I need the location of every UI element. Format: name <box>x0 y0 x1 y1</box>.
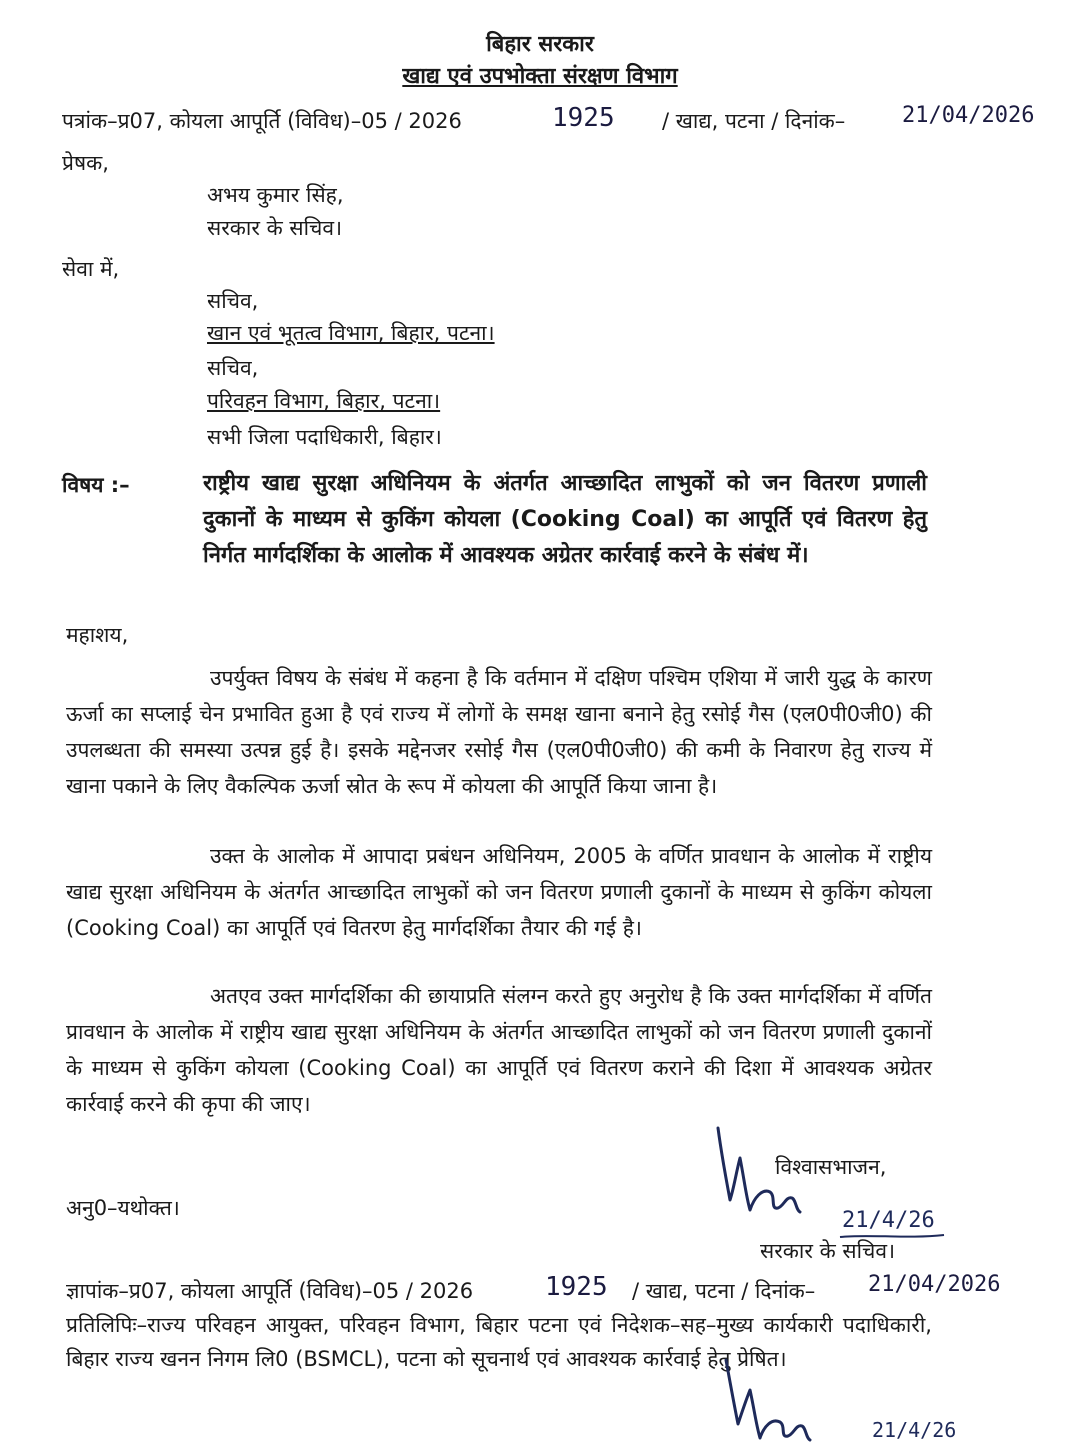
body-paragraph-2: उक्त के आलोक में आपादा प्रबंधन अधिनियम, 2005 के वर्णित प्रावधान के आलोक में राष्ट्रीय खाद्य सुरक्षा अधिनियम के अंतर्गत आच्छादित लाभुकों को जन वितरण प्रणाली दुकानों के माध्यम से कुकिंग कोयला (Cooking Coal) का आपूर्ति एवं वितरण हेतु मार्गदर्शिका तैयार की गई है। <box>66 844 932 940</box>
signature-2 <box>712 1352 832 1452</box>
sender-designation: सरकार के सचिव। <box>207 216 343 240</box>
recipient-2-dept: परिवहन विभाग, बिहार, पटना। <box>207 389 441 413</box>
closing-regards: विश्वासभाजन, <box>775 1155 887 1179</box>
government-title: बिहार सरकार <box>486 32 594 57</box>
recipient-1-dept: खान एवं भूतत्व विभाग, बिहार, पटना। <box>207 321 495 345</box>
sender-label: प्रेषक, <box>62 151 109 175</box>
copy-to-paragraph: प्रतिलिपिः–राज्य परिवहन आयुक्त, परिवहन विभाग, बिहार पटना एवं निदेशक–सह–मुख्य कार्यकारी पदाधिकारी, बिहार राज्य खनन निगम लि0 (BSMCL), पटना को सूचनार्थ एवं आवश्यक कार्रवाई हेतु प्रेषित। <box>66 1313 932 1371</box>
reference-date-handwritten: 21/04/2026 <box>902 103 1035 128</box>
closing-designation: सरकार के सचिव। <box>760 1239 896 1263</box>
salutation: महाशय, <box>66 623 129 647</box>
reference-prefix: पत्रांक–प्र07, कोयला आपूर्ति (विविध)–05 / 2026 <box>62 109 462 133</box>
department-title <box>0 62 1080 92</box>
memo-date-handwritten: 21/04/2026 <box>868 1272 1001 1297</box>
memo-prefix: ज्ञापांक–प्र07, कोयला आपूर्ति (विविध)–05 / 2026 <box>66 1279 474 1303</box>
department-name: खाद्य एवं उपभोक्ता संरक्षण विभाग <box>402 64 678 89</box>
subject-label: विषय :– <box>62 473 130 497</box>
memo-number-handwritten: 1925 <box>545 1272 608 1302</box>
recipient-3: सभी जिला पदाधिकारी, बिहार। <box>207 425 442 449</box>
enclosure-note: अनु0–यथोक्त। <box>66 1196 180 1220</box>
signature-1-date: 21/4/26 <box>842 1208 935 1233</box>
body-paragraph-3: अतएव उक्त मार्गदर्शिका की छायाप्रति संलग्न करते हुए अनुरोध है कि उक्त मार्गदर्शिका में वर्णित प्रावधान के आलोक में राष्ट्रीय खाद्य सुरक्षा अधिनियम के अंतर्गत आच्छादित लाभुकों को जन वितरण प्रणाली दुकानों के माध्यम से कुकिंग कोयला (Cooking Coal) का आपूर्ति एवं वितरण कराने की दिशा में आवश्यक अग्रेतर कार्रवाई करने की कृपा की जाए। <box>66 984 932 1116</box>
body-paragraph-1: उपर्युक्त विषय के संबंध में कहना है कि वर्तमान में दक्षिण पश्चिम एशिया में जारी युद्ध के कारण ऊर्जा का सप्लाई चेन प्रभावित हुआ है एवं राज्य में लोगों के समक्ष खाना बनाने हेतु रसोई गैस (एल0पी0जी0) की उपलब्धता की समस्या उत्पन्न हुई है। इसके मद्देनजर रसोई गैस (एल0पी0जी0) की कमी के निवारण हेतु राज्य में खाना पकाने के लिए वैकल्पिक ऊर्जा स्रोत के रूप में कोयला की आपूर्ति किया जाना है। <box>66 666 932 798</box>
reference-middle: / खाद्य, पटना / दिनांक– <box>662 109 846 133</box>
recipient-1-title: सचिव, <box>207 289 259 313</box>
recipient-2-title: सचिव, <box>207 356 259 380</box>
signature-2-date: 21/4/26 <box>872 1418 957 1442</box>
subject-text: राष्ट्रीय खाद्य सुरक्षा अधिनियम के अंतर्गत आच्छादित लाभुकों को जन वितरण प्रणाली दुकानों के माध्यम से कुकिंग कोयला (Cooking Coal) का आपूर्ति एवं वितरण हेतु निर्गत मार्गदर्शिका के आलोक में आवश्यक अग्रेतर कार्रवाई करने के संबंध में। <box>203 471 927 568</box>
memo-middle: / खाद्य, पटना / दिनांक– <box>632 1279 816 1303</box>
sender-name: अभय कुमार सिंह, <box>207 183 344 207</box>
recipients-label: सेवा में, <box>62 257 120 281</box>
signature-1 <box>700 1118 830 1228</box>
reference-number-handwritten: 1925 <box>552 103 615 133</box>
